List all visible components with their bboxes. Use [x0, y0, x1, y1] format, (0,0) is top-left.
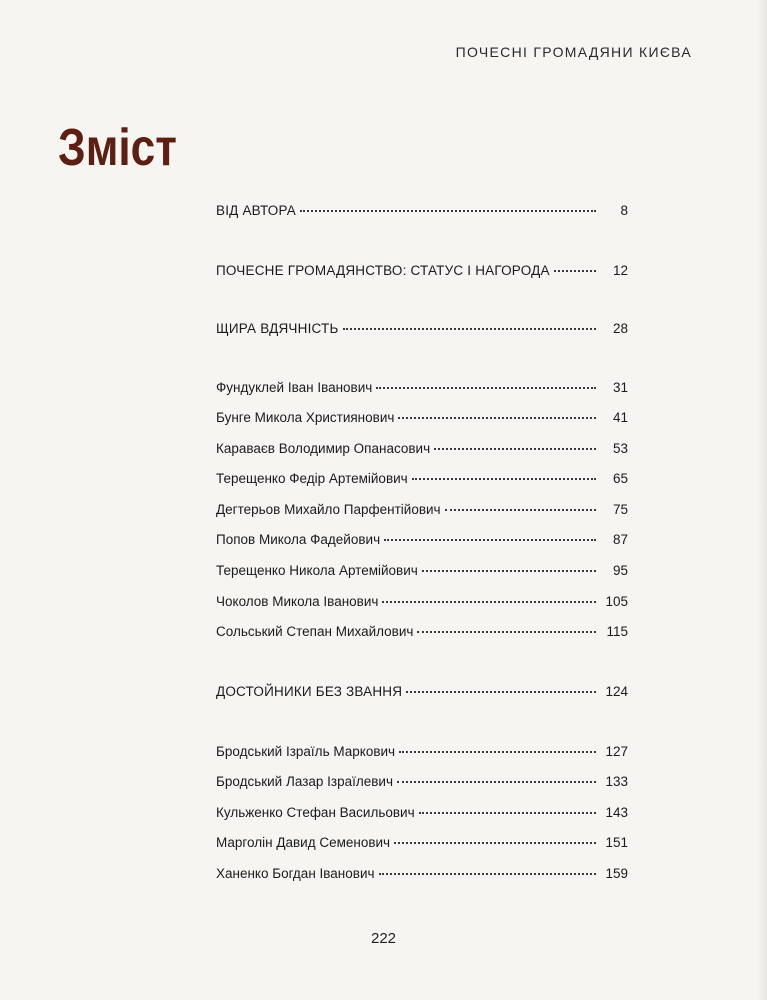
- toc-entry-page: 31: [612, 380, 628, 395]
- toc-entry-page: 151: [605, 835, 628, 850]
- dot-leader: [397, 781, 596, 783]
- toc-person-entry: [216, 441, 628, 461]
- toc-section-entry: [216, 203, 628, 223]
- toc-entry-label: ВІД АВТОРА: [216, 203, 297, 218]
- toc-entry-label: Ханенко Богдан Іванович: [216, 866, 375, 881]
- toc-entry-page: 75: [612, 502, 628, 517]
- toc-person-entry: [216, 502, 628, 522]
- toc-entry-page: 65: [612, 471, 628, 486]
- toc-entry-label: Фундуклей Іван Іванович: [216, 380, 373, 395]
- dot-leader: [384, 539, 596, 541]
- toc-entry-page: 87: [612, 532, 628, 547]
- toc-entry-page: 95: [612, 563, 628, 578]
- running-header: ПОЧЕСНІ ГРОМАДЯНИ КИЄВА: [455, 44, 692, 60]
- toc-entry-label: Кульженко Стефан Васильович: [216, 805, 415, 820]
- toc-entry-label: Бродський Ізраїль Маркович: [216, 744, 396, 759]
- toc-entry-page: 115: [606, 624, 628, 639]
- page-number: 222: [370, 930, 397, 947]
- dot-leader: [399, 751, 596, 753]
- toc-person-entry: [216, 471, 628, 491]
- toc-person-entry: [216, 380, 628, 400]
- toc-person-entry: [216, 563, 628, 583]
- toc-entry-page: 53: [612, 441, 628, 456]
- dot-leader: [445, 509, 596, 511]
- page-title: Зміст: [58, 119, 177, 177]
- toc-entry-label: Караваєв Володимир Опанасович: [216, 441, 431, 456]
- dot-leader: [382, 601, 596, 603]
- dot-leader: [394, 842, 596, 844]
- toc-entry-page: 159: [605, 866, 628, 881]
- toc-person-entry: [216, 410, 628, 430]
- toc-entry-page: 41: [612, 410, 628, 425]
- dot-leader: [554, 270, 596, 272]
- toc-entry-label: Попов Микола Фадейович: [216, 532, 381, 547]
- dot-leader: [412, 478, 596, 480]
- toc-entry-page: 143: [605, 805, 628, 820]
- dot-leader: [376, 387, 596, 389]
- toc-person-entry: [216, 805, 628, 825]
- toc-entry-page: 8: [620, 203, 628, 218]
- dot-leader: [398, 417, 596, 419]
- toc-person-entry: [216, 594, 628, 614]
- dot-leader: [434, 448, 596, 450]
- dot-leader: [422, 570, 596, 572]
- dot-leader: [343, 328, 596, 330]
- dot-leader: [419, 812, 596, 814]
- toc-entry-label: Сольський Степан Михайлович: [216, 624, 414, 639]
- toc-entry-label: ЩИРА ВДЯЧНІСТЬ: [216, 321, 339, 336]
- toc-entry-label: Бунге Микола Християнович: [216, 410, 395, 425]
- toc-entry-page: 124: [605, 684, 628, 699]
- page-gutter-shadow: [757, 0, 767, 1000]
- toc-entry-label: Терещенко Никола Артемійович: [216, 563, 418, 578]
- toc-section-entry: [216, 684, 628, 704]
- toc-entry-label: ДОСТОЙНИКИ БЕЗ ЗВАННЯ: [216, 684, 403, 699]
- toc-entry-label: Чоколов Микола Іванович: [216, 594, 379, 609]
- dot-leader: [379, 873, 596, 875]
- toc-entry-page: 28: [612, 321, 628, 336]
- toc-entry-label: Марголін Давид Семенович: [216, 835, 391, 850]
- dot-leader: [300, 210, 596, 212]
- toc-person-entry: [216, 774, 628, 794]
- toc-person-entry: [216, 532, 628, 552]
- dot-leader: [417, 631, 596, 633]
- toc-entry-page: 12: [612, 263, 628, 278]
- toc-entry-page: 127: [605, 744, 628, 759]
- toc-entry-page: 133: [605, 774, 628, 789]
- toc-section-entry: [216, 263, 628, 283]
- toc-entry-label: ПОЧЕСНЕ ГРОМАДЯНСТВО: СТАТУС І НАГОРОДА: [216, 263, 550, 278]
- toc-person-entry: [216, 744, 628, 764]
- toc-entry-label: Терещенко Федір Артемійович: [216, 471, 408, 486]
- toc-entry-page: 105: [605, 594, 628, 609]
- toc-section-entry: [216, 321, 628, 341]
- toc-person-entry: [216, 866, 628, 886]
- toc-person-entry: [216, 835, 628, 855]
- toc-entry-label: Дегтерьов Михайло Парфентійович: [216, 502, 441, 517]
- toc-person-entry: [216, 624, 628, 644]
- toc-entry-label: Бродський Лазар Ізраїлевич: [216, 774, 393, 789]
- dot-leader: [406, 691, 596, 693]
